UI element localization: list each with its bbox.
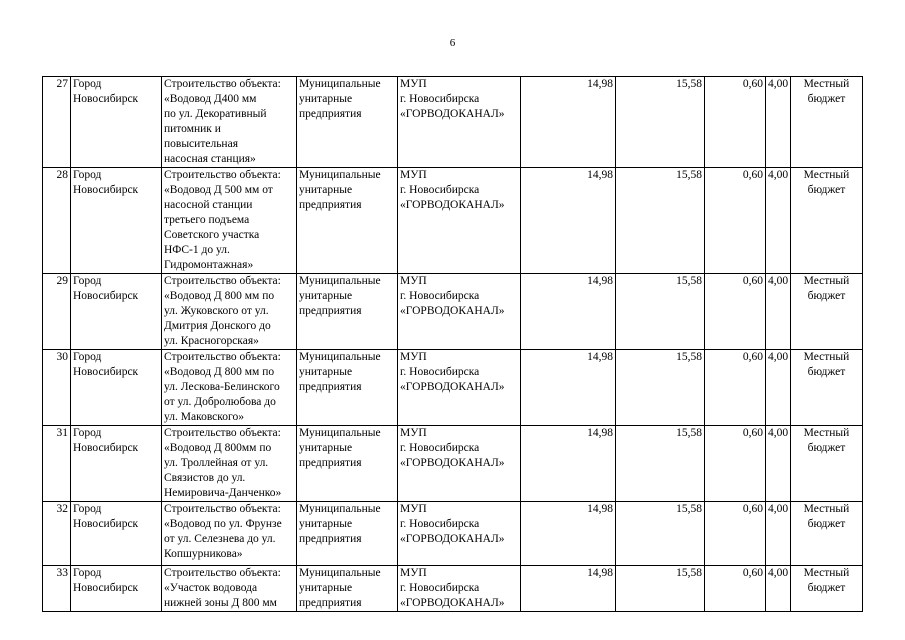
organization-cell: МУП г. Новосибирска «ГОРВОДОКАНАЛ» [398, 566, 521, 612]
funding-source-cell: Местный бюджет [791, 426, 863, 502]
org-type-cell: Муниципальные унитарные предприятия [297, 77, 398, 168]
organization-cell: МУП г. Новосибирска «ГОРВОДОКАНАЛ» [398, 502, 521, 566]
row-number: 32 [43, 502, 71, 566]
value-cell-3: 0,60 [705, 274, 766, 350]
project-cell: Строительство объекта: «Водовод по ул. Фрунзе от ул. Селезнева до ул. Копшурникова» [162, 502, 297, 566]
table-body [43, 77, 863, 612]
value-cell-2: 15,58 [616, 350, 705, 426]
project-cell: Строительство объекта: «Участок водовода нижней зоны Д 800 мм [162, 566, 297, 612]
project-cell: Строительство объекта: «Водовод Д 500 мм от насосной станции третьего подъема Советского участка НФС-1 до ул. Гидромонтажная» [162, 168, 297, 274]
organization-cell: МУП г. Новосибирска «ГОРВОДОКАНАЛ» [398, 350, 521, 426]
table-row [43, 274, 863, 350]
project-cell: Строительство объекта: «Водовод Д 800 мм по ул. Лескова-Белинского от ул. Добролюбова до ул. Маковского» [162, 350, 297, 426]
value-cell-3: 0,60 [705, 77, 766, 168]
value-cell-1: 14,98 [521, 77, 616, 168]
table-row [43, 168, 863, 274]
organization-cell: МУП г. Новосибирска «ГОРВОДОКАНАЛ» [398, 77, 521, 168]
project-cell: Строительство объекта: «Водовод Д 800 мм по ул. Жуковского от ул. Дмитрия Донского до ул. Красногорская» [162, 274, 297, 350]
row-number: 33 [43, 566, 71, 612]
value-cell-1: 14,98 [521, 426, 616, 502]
org-type-cell: Муниципальные унитарные предприятия [297, 426, 398, 502]
value-cell-3: 0,60 [705, 426, 766, 502]
table-row [43, 426, 863, 502]
value-cell-1: 14,98 [521, 350, 616, 426]
funding-source-cell: Местный бюджет [791, 566, 863, 612]
city-cell: Город Новосибирск [71, 77, 162, 168]
funding-source-cell: Местный бюджет [791, 77, 863, 168]
value-cell-4: 4,00 [766, 77, 791, 168]
table-row [43, 77, 863, 168]
table-row [43, 350, 863, 426]
value-cell-3: 0,60 [705, 566, 766, 612]
city-cell: Город Новосибирск [71, 274, 162, 350]
value-cell-2: 15,58 [616, 502, 705, 566]
org-type-cell: Муниципальные унитарные предприятия [297, 168, 398, 274]
tariff-table [42, 76, 863, 612]
org-type-cell: Муниципальные унитарные предприятия [297, 274, 398, 350]
value-cell-2: 15,58 [616, 168, 705, 274]
value-cell-4: 4,00 [766, 566, 791, 612]
row-number: 27 [43, 77, 71, 168]
city-cell: Город Новосибирск [71, 350, 162, 426]
funding-source-cell: Местный бюджет [791, 350, 863, 426]
page-number: 6 [449, 37, 456, 49]
organization-cell: МУП г. Новосибирска «ГОРВОДОКАНАЛ» [398, 274, 521, 350]
value-cell-1: 14,98 [521, 168, 616, 274]
value-cell-4: 4,00 [766, 502, 791, 566]
value-cell-4: 4,00 [766, 274, 791, 350]
org-type-cell: Муниципальные унитарные предприятия [297, 350, 398, 426]
city-cell: Город Новосибирск [71, 426, 162, 502]
value-cell-2: 15,58 [616, 77, 705, 168]
organization-cell: МУП г. Новосибирска «ГОРВОДОКАНАЛ» [398, 168, 521, 274]
value-cell-4: 4,00 [766, 426, 791, 502]
organization-cell: МУП г. Новосибирска «ГОРВОДОКАНАЛ» [398, 426, 521, 502]
row-number: 30 [43, 350, 71, 426]
city-cell: Город Новосибирск [71, 566, 162, 612]
row-number: 29 [43, 274, 71, 350]
table-row [43, 502, 863, 566]
value-cell-1: 14,98 [521, 502, 616, 566]
project-cell: Строительство объекта: «Водовод Д400 мм по ул. Декоративный питомник и повысительная насосная станция» [162, 77, 297, 168]
project-cell: Строительство объекта: «Водовод Д 800мм по ул. Троллейная от ул. Связистов до ул. Немировича-Данченко» [162, 426, 297, 502]
value-cell-2: 15,58 [616, 566, 705, 612]
funding-source-cell: Местный бюджет [791, 502, 863, 566]
value-cell-1: 14,98 [521, 566, 616, 612]
value-cell-4: 4,00 [766, 350, 791, 426]
funding-source-cell: Местный бюджет [791, 168, 863, 274]
row-number: 28 [43, 168, 71, 274]
value-cell-1: 14,98 [521, 274, 616, 350]
value-cell-2: 15,58 [616, 426, 705, 502]
funding-source-cell: Местный бюджет [791, 274, 863, 350]
row-number: 31 [43, 426, 71, 502]
org-type-cell: Муниципальные унитарные предприятия [297, 566, 398, 612]
city-cell: Город Новосибирск [71, 502, 162, 566]
city-cell: Город Новосибирск [71, 168, 162, 274]
value-cell-3: 0,60 [705, 502, 766, 566]
value-cell-2: 15,58 [616, 274, 705, 350]
org-type-cell: Муниципальные унитарные предприятия [297, 502, 398, 566]
table-row [43, 566, 863, 612]
value-cell-3: 0,60 [705, 168, 766, 274]
value-cell-3: 0,60 [705, 350, 766, 426]
value-cell-4: 4,00 [766, 168, 791, 274]
